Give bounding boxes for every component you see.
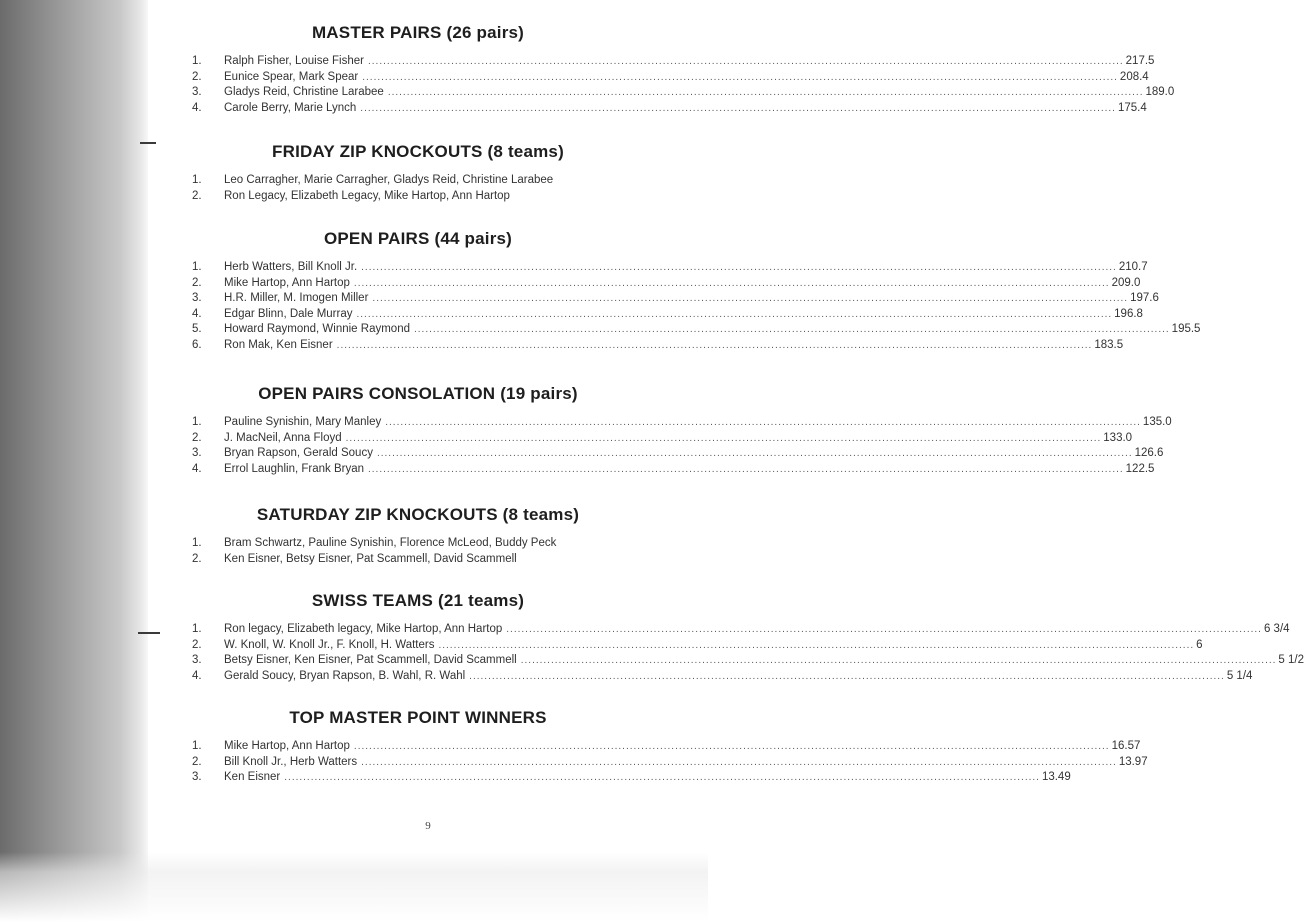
results-list xyxy=(148,536,688,567)
score: 5 1/2 xyxy=(1278,654,1304,667)
dot-leader: ........................................................................................................................................................................................................ xyxy=(284,772,1040,784)
dot-leader: ........................................................................................................................................................................................................ xyxy=(520,655,1277,667)
score: 6 xyxy=(1196,638,1203,651)
results-list xyxy=(148,622,1304,684)
score: 197.6 xyxy=(1130,292,1159,305)
result-row xyxy=(148,431,1133,447)
rank: 1. xyxy=(192,174,202,186)
rank: 3. xyxy=(192,654,202,667)
result-row xyxy=(148,85,1175,101)
dot-leader: ........................................................................................................................................................................................................ xyxy=(353,277,1110,289)
result-row xyxy=(148,755,1148,771)
rank: 2. xyxy=(192,638,202,651)
player-names: Ken Eisner xyxy=(224,771,281,784)
results-section-top-master-point-winners xyxy=(148,705,1148,786)
result-row xyxy=(148,276,1141,292)
dot-leader: ........................................................................................................................................................................................................ xyxy=(356,308,1113,320)
player-names: Edgar Blinn, Dale Murray xyxy=(224,307,353,320)
team-names: W. Knoll, W. Knoll Jr., F. Knoll, H. Watters xyxy=(224,638,435,651)
results-list xyxy=(148,739,1148,786)
score: 189.0 xyxy=(1145,86,1175,99)
section-heading: OPEN PAIRS CONSOLATION (19 pairs) xyxy=(258,384,578,403)
rank: 4. xyxy=(192,462,202,475)
results-section-open-pairs-consolation xyxy=(148,381,1172,477)
team-names: Ron legacy, Elizabeth legacy, Mike Hartop, Ann Hartop xyxy=(224,623,503,635)
team-names: Betsy Eisner, Ken Eisner, Pat Scammell, David Scammell xyxy=(224,654,517,667)
player-names: Herb Watters, Bill Knoll Jr. xyxy=(224,261,358,273)
rank: 2. xyxy=(192,552,202,565)
player-names: Pauline Synishin, Mary Manley xyxy=(224,416,382,428)
score: 208.4 xyxy=(1119,70,1149,83)
dot-leader: ........................................................................................................................................................................................................ xyxy=(336,339,1093,351)
results-section-swiss-teams xyxy=(148,588,1304,684)
section-heading: OPEN PAIRS (44 pairs) xyxy=(323,229,513,248)
section-heading: SATURDAY ZIP KNOCKOUTS (8 teams) xyxy=(256,505,580,524)
score: 210.7 xyxy=(1118,261,1148,273)
rank: 4. xyxy=(192,307,202,320)
result-row xyxy=(148,536,688,552)
rank: 6. xyxy=(192,338,202,351)
player-names: Errol Laughlin, Frank Bryan xyxy=(224,462,364,475)
score: 196.8 xyxy=(1114,307,1143,320)
score: 135.0 xyxy=(1142,416,1172,428)
results-list xyxy=(148,54,1175,116)
dot-leader: ........................................................................................................................................................................................................ xyxy=(469,670,1225,682)
dot-leader: ........................................................................................................................................................................................................ xyxy=(376,448,1133,460)
dot-leader: ........................................................................................................................................................................................................ xyxy=(367,56,1124,67)
score: 183.5 xyxy=(1094,338,1124,351)
player-names: Carole Berry, Marie Lynch xyxy=(224,101,357,114)
dot-leader: ........................................................................................................................................................................................................ xyxy=(385,417,1141,428)
dot-leader: ........................................................................................................................................................................................................ xyxy=(387,87,1144,99)
result-row xyxy=(148,338,1124,354)
dot-leader: ........................................................................................................................................................................................................ xyxy=(360,102,1116,114)
section-heading: TOP MASTER POINT WINNERS xyxy=(289,708,547,727)
result-row xyxy=(148,446,1164,462)
dot-leader: ........................................................................................................................................................................................................ xyxy=(372,293,1129,305)
rank: 5. xyxy=(192,323,202,336)
score: 209.0 xyxy=(1111,276,1141,289)
score: 175.4 xyxy=(1117,101,1147,114)
page-number: 9 xyxy=(425,820,431,832)
dot-leader: ........................................................................................................................................................................................................ xyxy=(353,741,1110,752)
score: 126.6 xyxy=(1134,447,1164,460)
result-row xyxy=(148,739,1141,755)
team-names: Gerald Soucy, Bryan Rapson, B. Wahl, R. Wahl xyxy=(224,669,466,682)
player-names: Mike Hartop, Ann Hartop xyxy=(224,276,350,289)
result-row xyxy=(148,462,1155,478)
team-names: Ron Legacy, Elizabeth Legacy, Mike Hartop, Ann Hartop xyxy=(224,189,510,202)
team-names: Ken Eisner, Betsy Eisner, Pat Scammell, David Scammell xyxy=(224,552,517,565)
score: 16.57 xyxy=(1111,740,1141,752)
results-page xyxy=(148,0,1304,922)
result-row xyxy=(148,173,688,189)
rank: 3. xyxy=(192,771,202,784)
score: 13.97 xyxy=(1118,755,1148,768)
player-names: Ralph Fisher, Louise Fisher xyxy=(224,55,364,67)
results-section-open-pairs xyxy=(148,226,1201,354)
results-list xyxy=(148,173,688,204)
results-list xyxy=(148,260,1201,354)
player-names: Ron Mak, Ken Eisner xyxy=(224,338,333,351)
dot-leader: ........................................................................................................................................................................................................ xyxy=(367,463,1124,475)
rank: 1. xyxy=(192,416,202,428)
rank: 3. xyxy=(192,292,202,305)
result-row xyxy=(148,770,1071,786)
result-row xyxy=(148,54,1155,70)
results-section-saturday-zip-knockouts xyxy=(148,502,688,567)
rank: 1. xyxy=(192,261,202,273)
player-names: Eunice Spear, Mark Spear xyxy=(224,70,359,83)
rank: 2. xyxy=(192,431,202,444)
dot-leader: ........................................................................................................................................................................................................ xyxy=(361,262,1117,273)
rank: 1. xyxy=(192,740,202,752)
score: 133.0 xyxy=(1103,431,1133,444)
player-names: Bryan Rapson, Gerald Soucy xyxy=(224,447,373,460)
result-row xyxy=(148,653,1304,669)
rank: 3. xyxy=(192,447,202,460)
rank: 1. xyxy=(192,55,202,67)
score: 6 3/4 xyxy=(1263,623,1290,635)
result-row xyxy=(148,101,1147,117)
player-names: H.R. Miller, M. Imogen Miller xyxy=(224,292,369,305)
rank: 3. xyxy=(192,86,202,99)
player-names: Howard Raymond, Winnie Raymond xyxy=(224,323,410,336)
result-row xyxy=(148,638,1203,654)
dot-leader: ........................................................................................................................................................................................................ xyxy=(506,624,1262,635)
score: 5 1/4 xyxy=(1226,669,1253,682)
binding-shadow xyxy=(0,0,148,922)
rank: 4. xyxy=(192,101,202,114)
score: 217.5 xyxy=(1125,55,1155,67)
results-section-master-pairs xyxy=(148,20,1175,116)
player-names: Mike Hartop, Ann Hartop xyxy=(224,740,350,752)
player-names: Gladys Reid, Christine Larabee xyxy=(224,86,384,99)
team-names: Leo Carragher, Marie Carragher, Gladys Reid, Christine Larabee xyxy=(224,174,554,186)
rank: 1. xyxy=(192,537,202,549)
team-names: Bram Schwartz, Pauline Synishin, Florence McLeod, Buddy Peck xyxy=(224,537,557,549)
result-row xyxy=(148,70,1149,86)
dot-leader: ........................................................................................................................................................................................................ xyxy=(362,71,1118,83)
score: 195.5 xyxy=(1171,323,1201,336)
dot-leader: ........................................................................................................................................................................................................ xyxy=(438,639,1195,651)
dot-leader: ........................................................................................................................................................................................................ xyxy=(361,756,1117,768)
result-row xyxy=(148,322,1201,338)
result-row xyxy=(148,307,1143,323)
result-row xyxy=(148,415,1172,431)
rank: 2. xyxy=(192,276,202,289)
rank: 2. xyxy=(192,189,202,202)
score: 13.49 xyxy=(1041,771,1071,784)
rank: 2. xyxy=(192,755,202,768)
result-row xyxy=(148,189,688,205)
results-list xyxy=(148,415,1172,477)
score: 122.5 xyxy=(1125,462,1155,475)
dot-leader: ........................................................................................................................................................................................................ xyxy=(414,324,1170,336)
section-heading: SWISS TEAMS (21 teams) xyxy=(311,591,525,610)
result-row xyxy=(148,669,1253,685)
results-section-friday-zip-knockouts xyxy=(148,139,688,204)
player-names: J. MacNeil, Anna Floyd xyxy=(224,431,342,444)
dot-leader: ........................................................................................................................................................................................................ xyxy=(345,432,1102,444)
section-heading: MASTER PAIRS (26 pairs) xyxy=(311,23,525,42)
rank: 4. xyxy=(192,669,202,682)
section-heading: FRIDAY ZIP KNOCKOUTS (8 teams) xyxy=(272,142,564,161)
result-row xyxy=(148,552,688,568)
result-row xyxy=(148,291,1159,307)
rank: 1. xyxy=(192,623,202,635)
result-row xyxy=(148,260,1148,276)
rank: 2. xyxy=(192,70,202,83)
result-row xyxy=(148,622,1290,638)
player-names: Bill Knoll Jr., Herb Watters xyxy=(224,755,358,768)
